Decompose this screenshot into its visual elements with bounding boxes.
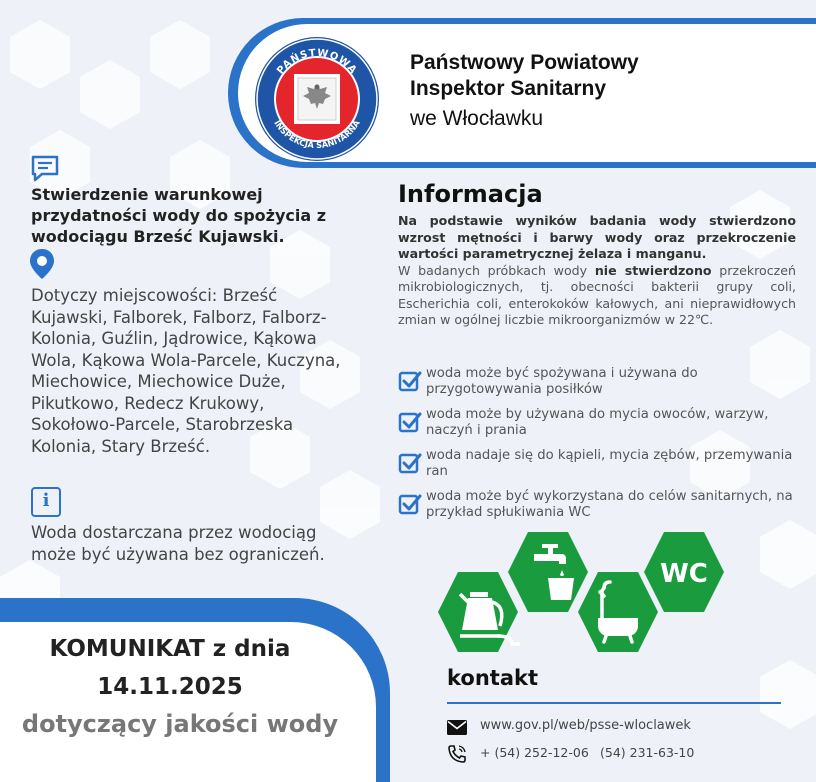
contact-title: kontakt	[447, 666, 538, 690]
kettle-hexagon	[438, 572, 520, 652]
message-icon	[30, 154, 60, 184]
phone-number-1[interactable]: + (54) 252-12-06	[480, 745, 589, 760]
microbiology-paragraph	[398, 263, 796, 329]
envelope-icon	[447, 720, 467, 735]
microbiology-emphasis: nie stwierdzono	[594, 262, 712, 278]
bathtub-hexagon	[578, 572, 658, 652]
phone-number-2[interactable]: (54) 231-63-10	[600, 745, 695, 760]
inspekcja-sanitarna-logo	[254, 36, 380, 162]
wc-hexagon	[644, 532, 724, 612]
information-title: Informacja	[398, 180, 543, 208]
checkbox-checked-icon	[398, 410, 422, 434]
komunikat-title: KOMUNIKAT z dnia	[49, 636, 291, 662]
information-text	[398, 213, 796, 329]
microbiology-suffix: przekroczeń mikrobiologicznych, tj. obecności bakterii grupy coli, Escherichia coli, enterokoków kałowych, ani nieprawidłowych zmian w ogólnej liczbie mikroorganizmów w 22℃.	[398, 262, 797, 327]
institution-location: we Włocławku	[410, 107, 544, 130]
tap-hexagon	[508, 532, 588, 612]
phone-icon	[447, 744, 467, 764]
check-item-text: woda może być spożywana i używana do przygotowywania posiłków	[426, 366, 698, 397]
check-item-text: woda może być wykorzystana do celów sanitarnych, na przykład spłukiwania WC	[426, 489, 793, 520]
svg-text:INSPEKCJA SANITARNA: INSPEKCJA SANITARNA	[272, 118, 362, 151]
website-link[interactable]: www.gov.pl/web/psse-wloclawek	[480, 718, 691, 733]
checkbox-checked-icon	[398, 451, 422, 475]
check-item-text: woda nadaje się do kąpieli, mycia zębów, przemywania ran	[426, 448, 793, 479]
microbiology-prefix: W badanych próbkach wody	[398, 262, 595, 278]
check-item-text: woda może by używana do mycia owoców, warzyw, naczyń i prania	[426, 407, 769, 438]
contact-divider	[447, 702, 781, 704]
komunikat-subject: dotyczący jakości wody	[21, 710, 339, 738]
wc-label: WC	[660, 559, 708, 589]
findings-bold-paragraph: Na podstawie wyników badania wody stwierdzono wzrost mętności i barwy wody oraz przekroczenie wartości parametrycznej żelaza i manganu.	[398, 213, 796, 261]
checkbox-checked-icon	[398, 492, 422, 516]
water-use-pictograms	[432, 530, 752, 680]
location-pin-icon	[28, 248, 56, 280]
usage-statement: Woda dostarczana przez wodociąg może być używana bez ograniczeń.	[31, 523, 325, 564]
announcement-heading: Stwierdzenie warunkowej przydatności wody do spożycia z wodociągu Brześć Kujawski.	[31, 185, 327, 246]
institution-name	[410, 50, 790, 102]
institution-name-line2: Inspektor Sanitarny	[410, 77, 607, 100]
komunikat-date: 14.11.2025	[97, 674, 243, 700]
svg-text:PAŃSTWOWA: PAŃSTWOWA	[275, 47, 359, 77]
institution-name-line1: Państwowy Powiatowy	[410, 51, 639, 74]
info-icon: i	[31, 487, 61, 517]
affected-localities: Dotyczy miejscowości: Brześć Kujawski, Falborek, Falborz, Falborz-Kolonia, Guźlin, Jądrowice, Kąkowa Wola, Kąkowa Wola-Parcele, Kuczyna, Miechowice, Miechowice Duże, Pikutkowo, Redecz Krukowy, Sokołowo-Parcele, Starobrzeska Kolonia, Stary Brześć.	[31, 286, 341, 456]
checkbox-checked-icon	[398, 369, 422, 393]
